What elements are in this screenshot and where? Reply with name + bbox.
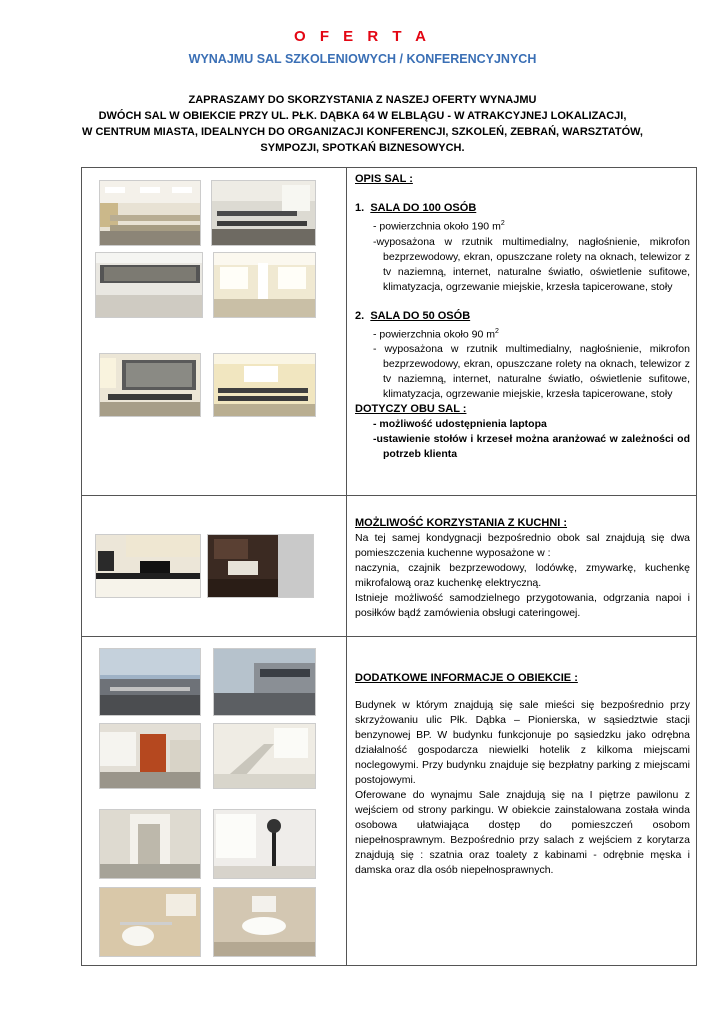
kitchen-paragraph: Na tej samej kondygnacji bezpośrednio obok sal znajdują się dwa pomieszczenia kuchenne wyposażone w : <box>355 532 690 559</box>
room1-area-text: - powierzchnia około 190 m <box>373 220 501 233</box>
building-photo <box>213 809 316 879</box>
building-photo <box>213 887 316 957</box>
building-photo <box>213 723 316 789</box>
building-row <box>82 637 697 966</box>
rooms-heading: OPIS SAL : <box>355 173 413 185</box>
intro-line: W CENTRUM MIASTA, IDEALNYCH DO ORGANIZACJI KONFERENCJI, SZKOLEŃ, ZEBRAŃ, WARSZTATÓW, <box>82 126 643 138</box>
building-photo <box>99 809 201 879</box>
intro-line: ZAPRASZAMY DO SKORZYSTANIA Z NASZEJ OFERTY WYNAJMU <box>188 94 537 106</box>
room1-title-text: SALA DO 100 OSÓB <box>370 202 477 214</box>
room1-title <box>355 201 690 216</box>
kitchen-description <box>347 496 697 637</box>
rooms-description <box>347 168 697 496</box>
kitchen-paragraph: Istnieje możliwość samodzielnego przygotowania, odgrzania napoi i posiłków bądź zamówienia obsługi cateringowej. <box>355 592 690 619</box>
kitchen-heading: MOŻLIWOŚĆ KORZYSTANIA Z KUCHNI : <box>355 517 568 529</box>
room-photo <box>99 180 201 246</box>
kitchen-paragraph: naczynia, czajnik bezprzewodowy, lodówkę, zmywarkę, kuchenkę mikrofalową oraz kuchenkę elektryczną. <box>355 562 690 589</box>
room-photo <box>95 252 203 318</box>
both-rooms-item: -ustawienie stołów i krzeseł można aranżować w zależności od potrzeb klienta <box>373 433 690 460</box>
rooms-photos <box>82 168 347 496</box>
building-photos <box>82 637 347 966</box>
room-photo <box>213 252 316 318</box>
both-rooms-item: - możliwość udostępnienia laptopa <box>373 418 547 430</box>
room2-title-text: SALA DO 50 OSÓB <box>370 309 471 322</box>
building-photo <box>213 648 316 716</box>
room2-area-text: - powierzchnia około 90 m <box>373 328 495 340</box>
intro-text <box>60 92 665 156</box>
kitchen-photos <box>82 496 347 637</box>
rooms-row <box>82 168 697 496</box>
room-photo <box>211 180 316 246</box>
room1-equipment: -wyposażona w rzutnik multimedialny, nagłośnienie, mikrofon bezprzewodowy, ekran, opuszczane rolety na oknach, telewizor z tv naziemną, internet, naturalne światło, oświetlenie sufitowe, klimatyzacja, ogrzewanie miejskie, krzesła tapicerowane, stoły <box>373 235 690 293</box>
building-photo <box>99 648 201 716</box>
both-rooms-heading: DOTYCZY OBU SAL : <box>355 403 467 415</box>
offer-title: O F E R T A <box>294 28 431 45</box>
room-photo <box>213 353 316 417</box>
building-photo <box>99 887 201 957</box>
building-photo <box>99 723 201 789</box>
offer-table <box>81 167 697 966</box>
intro-line: SYMPOZJI, SPOTKAŃ BIZNESOWYCH. <box>260 142 465 154</box>
building-heading: DODATKOWE INFORMACJE O OBIEKCIE : <box>355 672 578 684</box>
kitchen-photo <box>207 534 314 598</box>
building-description <box>347 637 697 966</box>
intro-line: DWÓCH SAL W OBIEKCIE PRZY UL. PŁK. DĄBKA 64 W ELBLĄGU - W ATRAKCYJNEJ LOKALIZACJI, <box>98 110 627 122</box>
room2-title <box>355 309 690 324</box>
room1-area <box>355 216 690 235</box>
room2-area <box>355 324 690 343</box>
offer-subtitle: WYNAJMU SAL SZKOLENIOWYCH / KONFERENCYJNYCH <box>188 52 537 66</box>
building-paragraph: Budynek w którym znajdują się sale mieści się bezpośrednio przy skrzyżowaniu ulic Płk. Dąbka – Pionierska, w sąsiedztwie stacji benzynowej BP. W budynku funkcjonuje po sąsiedzku jako odrębna działalność gospodarcza niewielki hotelik z kilkoma miejscami noclegowymi. Przy budynku znajduje się bezpłatny parking z miejscami postojowymi. <box>355 699 690 786</box>
room2-equipment: - wyposażona w rzutnik multimedialny, nagłośnienie, mikrofon bezprzewodowy, ekran, opuszczane rolety na oknach, telewizor z tv naziemną, internet, naturalne światło, oświetlenie sufitowe, klimatyzacja, ogrzewanie miejskie, krzesła tapicerowane, stoły <box>373 343 690 400</box>
room2-number: 2. <box>355 309 365 322</box>
room1-area-sup: 2 <box>500 220 505 227</box>
room-photo <box>99 353 201 417</box>
room1-number: 1. <box>355 202 365 214</box>
room2-area-sup: 2 <box>494 327 499 335</box>
kitchen-row <box>82 496 697 637</box>
kitchen-photo <box>95 534 201 598</box>
building-paragraph: Oferowane do wynajmu Sale znajdują się na I piętrze pawilonu z wejściem od strony parkingu. W obiekcie zainstalowana została winda osobowa ułatwiająca dostęp do pomieszczeń osobom niepełnosprawnym. Bezpośrednio przy salach z wejściem z korytarza znajdują się : szatnia oraz toalety z kabinami - odrębnie męska i damska oraz dla osób niepełnosprawnych. <box>355 789 690 876</box>
